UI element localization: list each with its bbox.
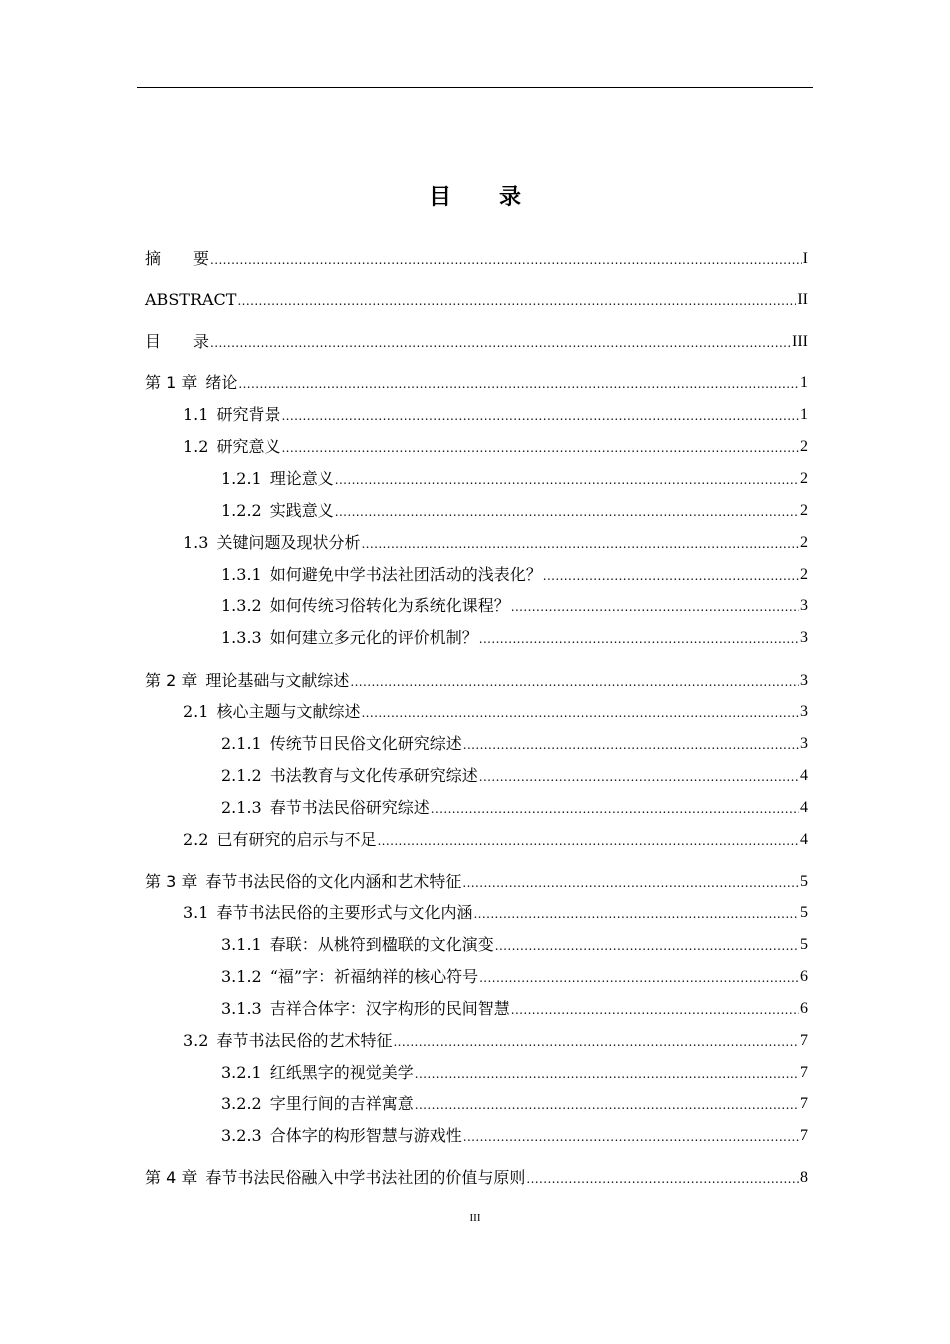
leader-dots [473, 905, 799, 923]
toc-entry-2-2[interactable] [183, 824, 808, 850]
title-char-1: 目 [428, 185, 451, 210]
toc-entry-page: 5 [800, 904, 808, 921]
toc-entry-label: 字里行间的吉祥寓意 [269, 1094, 414, 1113]
toc-entry-label: 理论基础与文献综述 [205, 671, 350, 690]
toc-entry-page: 5 [800, 873, 808, 890]
toc-entry-number: 第 4 章 [145, 1168, 198, 1187]
toc-entry-1-3-2[interactable] [221, 590, 808, 616]
toc-entry-label: 目 录 [145, 332, 210, 351]
leader-dots [479, 630, 799, 648]
toc-entry-number: 2.1.1 [221, 734, 262, 753]
leader-dots [415, 1065, 799, 1083]
toc-entry-3-2-3[interactable] [221, 1120, 808, 1146]
page-number: III [469, 1212, 481, 1224]
toc-entry-page: 7 [800, 1064, 808, 1081]
toc-entry-number: 3.1.2 [221, 967, 262, 986]
header-rule [137, 87, 813, 88]
toc-entry-1-3-1[interactable] [221, 559, 808, 585]
toc-entry-page: 3 [800, 703, 808, 720]
leader-dots [511, 598, 799, 616]
toc-entry-label: 绪论 [205, 373, 238, 392]
toc-entry-page: 4 [800, 767, 808, 784]
toc-entry-1-1[interactable] [183, 399, 808, 425]
toc-entry-number: 1.2 [183, 437, 209, 456]
leader-dots [350, 673, 799, 691]
toc-entry-label: 已有研究的启示与不足 [216, 830, 377, 849]
leader-dots [415, 1096, 799, 1114]
toc-entry-3-1-1[interactable] [221, 929, 808, 955]
leader-dots [431, 800, 799, 818]
toc-entry-number: 1.2.2 [221, 501, 262, 520]
toc-entry-chapter-1[interactable] [145, 367, 808, 393]
leader-dots [335, 471, 799, 489]
toc-entry-label: ABSTRACT [145, 290, 237, 309]
toc-entry-chapter-3[interactable] [145, 866, 808, 892]
toc-entry-page: 1 [800, 406, 808, 423]
toc-entry-number: 2.1 [183, 702, 209, 721]
toc-entry-label: 如何建立多元化的评价机制？ [269, 628, 478, 647]
toc-entry-label: 如何传统习俗转化为系统化课程？ [269, 596, 510, 615]
leader-dots [237, 292, 796, 310]
toc-entry-label: 核心主题与文献综述 [216, 702, 361, 721]
leader-dots [210, 334, 791, 352]
toc-entry-page: 1 [800, 374, 808, 391]
toc-entry-3-1[interactable] [183, 897, 808, 923]
toc-entry-abstract-en[interactable] [145, 284, 808, 310]
toc-entry-number: 2.1.3 [221, 798, 262, 817]
toc-entry-label: 理论意义 [269, 469, 334, 488]
toc-entry-page: 3 [800, 629, 808, 646]
leader-dots [479, 768, 799, 786]
leader-dots [335, 503, 799, 521]
toc-entry-3-1-3[interactable] [221, 993, 808, 1019]
toc-entry-1-3[interactable] [183, 527, 808, 553]
toc-entry-number: 2.1.2 [221, 766, 262, 785]
toc-entry-label: 合体字的构形智慧与游戏性 [269, 1126, 462, 1145]
toc-entry-3-2[interactable] [183, 1025, 808, 1051]
toc-entry-number: 第 1 章 [145, 373, 198, 392]
leader-dots [462, 874, 799, 892]
toc-entry-number: 3.2.2 [221, 1094, 262, 1113]
toc-entry-label: 研究背景 [216, 405, 281, 424]
leader-dots [543, 567, 799, 585]
toc-entry-number: 1.3 [183, 533, 209, 552]
toc-entry-page: 2 [800, 534, 808, 551]
toc-entry-page: 7 [800, 1032, 808, 1049]
toc-entry-label: 关键问题及现状分析 [216, 533, 361, 552]
toc-entry-page: 3 [800, 597, 808, 614]
toc-entry-number: 3.1.3 [221, 999, 262, 1018]
leader-dots [377, 832, 799, 850]
leader-dots [281, 407, 799, 425]
toc-entry-2-1-1[interactable] [221, 728, 808, 754]
toc-entry-number: 3.2.3 [221, 1126, 262, 1145]
toc-entry-number: 3.1.1 [221, 935, 262, 954]
leader-dots [463, 736, 799, 754]
toc-entry-2-1[interactable] [183, 696, 808, 722]
toc-entry-page: III [792, 333, 808, 350]
toc-entry-label: 吉祥合体字：汉字构形的民间智慧 [269, 999, 510, 1018]
toc-entry-number: 第 2 章 [145, 671, 198, 690]
leader-dots [210, 251, 802, 269]
toc-entry-number: 1.2.1 [221, 469, 262, 488]
toc-entry-2-1-3[interactable] [221, 792, 808, 818]
toc-entry-number: 第 3 章 [145, 872, 198, 891]
leader-dots [511, 1001, 799, 1019]
toc-entry-abstract-cn[interactable] [145, 243, 808, 269]
toc-entry-page: 5 [800, 936, 808, 953]
toc-entry-page: 3 [800, 672, 808, 689]
leader-dots [479, 969, 799, 987]
toc-entry-label: 春联：从桃符到楹联的文化演变 [269, 935, 494, 954]
toc-entry-page: 2 [800, 502, 808, 519]
leader-dots [361, 535, 799, 553]
toc-entry-label: 春节书法民俗的艺术特征 [216, 1031, 393, 1050]
toc-entry-page: 4 [800, 831, 808, 848]
toc-entry-number: 1.3.1 [221, 565, 262, 584]
toc-entry-number: 1.1 [183, 405, 209, 424]
leader-dots [238, 375, 799, 393]
toc-entry-label: 实践意义 [269, 501, 334, 520]
title-char-2: 录 [499, 185, 522, 210]
toc-entry-2-1-2[interactable] [221, 760, 808, 786]
toc-entry-1-2[interactable] [183, 431, 808, 457]
toc-entry-page: 3 [800, 735, 808, 752]
toc-entry-page: 4 [800, 799, 808, 816]
toc-entry-page: 8 [800, 1169, 808, 1186]
toc-entry-page: 6 [800, 968, 808, 985]
toc-entry-contents[interactable] [145, 326, 808, 352]
toc-entry-label: 书法教育与文化传承研究综述 [269, 766, 478, 785]
toc-entry-page: I [802, 250, 808, 267]
toc-entry-page: 2 [800, 438, 808, 455]
toc-entry-label: 春节书法民俗的主要形式与文化内涵 [216, 903, 473, 922]
toc-entry-chapter-4[interactable] [145, 1162, 808, 1188]
toc-entry-label: 红纸黑字的视觉美学 [269, 1063, 414, 1082]
toc-entry-page: 7 [800, 1127, 808, 1144]
toc-entry-number: 1.3.2 [221, 596, 262, 615]
toc-entry-page: 2 [800, 566, 808, 583]
toc-entry-number: 3.2.1 [221, 1063, 262, 1082]
leader-dots [526, 1170, 799, 1188]
toc-entry-page: 2 [800, 470, 808, 487]
page-title [0, 180, 950, 211]
leader-dots [463, 1128, 799, 1146]
toc-entry-label: 春节书法民俗的文化内涵和艺术特征 [205, 872, 462, 891]
leader-dots [361, 704, 799, 722]
toc-entry-label: 春节书法民俗研究综述 [269, 798, 430, 817]
toc-entry-chapter-2[interactable] [145, 665, 808, 691]
toc-entry-label: “福”字：祈福纳祥的核心符号 [269, 967, 479, 986]
toc-entry-label: 春节书法民俗融入中学书法社团的价值与原则 [205, 1168, 526, 1187]
toc-entry-page: 7 [800, 1095, 808, 1112]
toc-entry-number: 3.1 [183, 903, 209, 922]
leader-dots [281, 439, 799, 457]
toc-entry-number: 1.3.3 [221, 628, 262, 647]
toc-entry-page: II [797, 291, 808, 308]
leader-dots [495, 937, 799, 955]
toc-entry-page: 6 [800, 1000, 808, 1017]
toc-entry-label: 传统节日民俗文化研究综述 [269, 734, 462, 753]
toc-entry-label: 如何避免中学书法社团活动的浅表化？ [269, 565, 542, 584]
toc-entry-label: 摘 要 [145, 249, 210, 268]
toc-entry-3-2-2[interactable] [221, 1088, 808, 1114]
toc-entry-number: 2.2 [183, 830, 209, 849]
toc-entry-1-3-3[interactable] [221, 622, 808, 648]
toc-entry-number: 3.2 [183, 1031, 209, 1050]
toc-entry-3-2-1[interactable] [221, 1057, 808, 1083]
toc-entry-1-2-1[interactable] [221, 463, 808, 489]
toc-entry-1-2-2[interactable] [221, 495, 808, 521]
toc-entry-3-1-2[interactable] [221, 961, 808, 987]
leader-dots [393, 1033, 799, 1051]
toc-entry-label: 研究意义 [216, 437, 281, 456]
